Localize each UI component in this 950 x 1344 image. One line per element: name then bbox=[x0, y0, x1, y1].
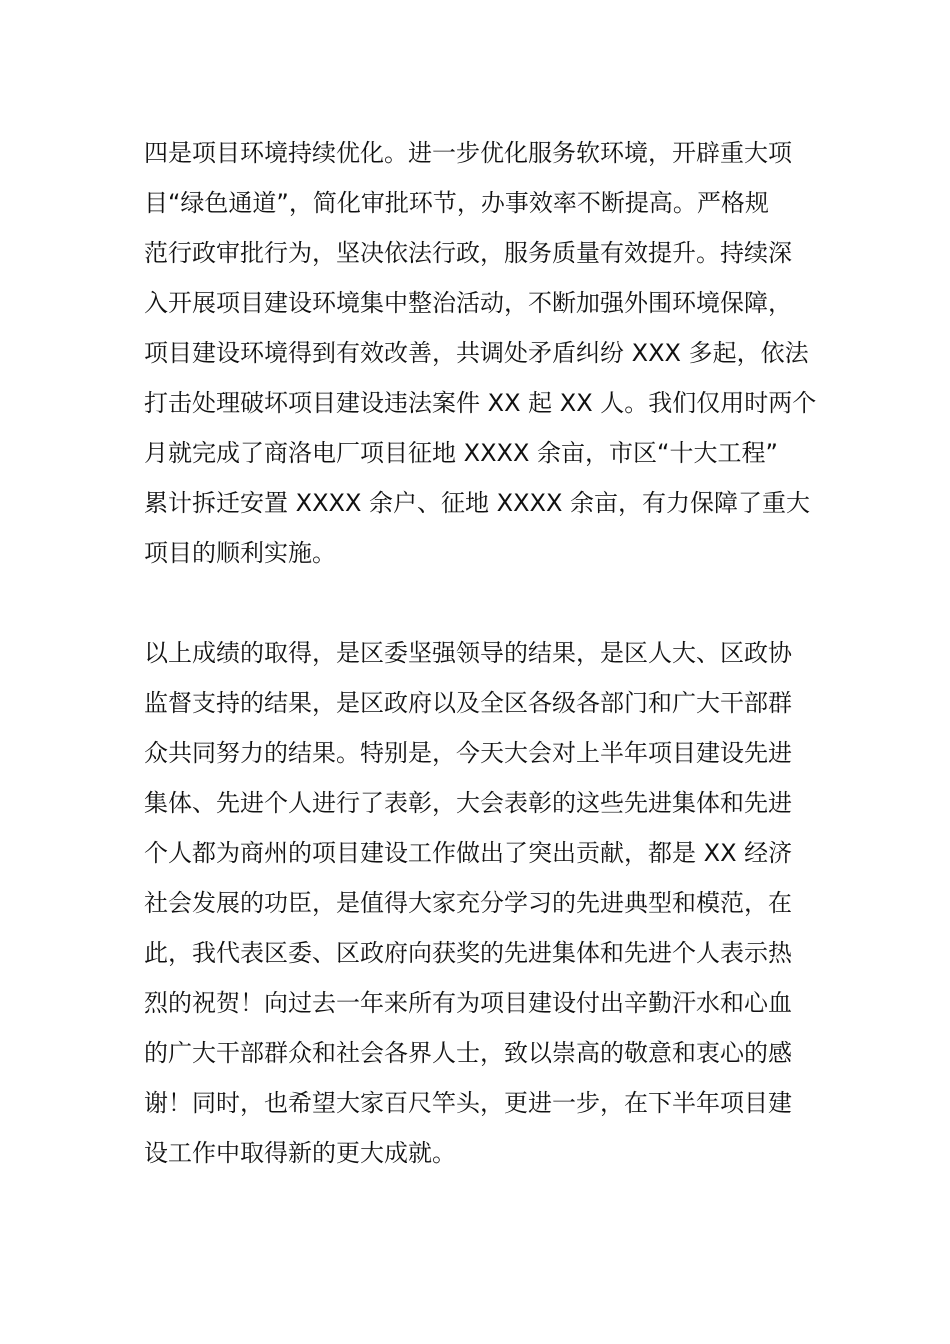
paragraph-project-environment bbox=[144, 128, 817, 578]
text-line: 打击处理破坏项目建设违法案件 XX 起 XX 人。我们仅用时两个 bbox=[144, 389, 817, 417]
text-line: 谢！同时，也希望大家百尺竿头，更进一步，在下半年项目建 bbox=[144, 1089, 792, 1117]
text-line: 众共同努力的结果。特别是，今天大会对上半年项目建设先进 bbox=[144, 739, 792, 767]
paragraph-achievements bbox=[144, 628, 808, 1178]
text-line: 设工作中取得新的更大成就。 bbox=[144, 1139, 456, 1167]
text-line: 累计拆迁安置 XXXX 余户、征地 XXXX 余亩，有力保障了重大 bbox=[144, 489, 811, 517]
text-line: 四是项目环境持续优化。进一步优化服务软环境，开辟重大项 bbox=[144, 139, 792, 167]
text-line: 项目建设环境得到有效改善，共调处矛盾纠纷 XXX 多起，依法 bbox=[144, 339, 809, 367]
text-line: 集体、先进个人进行了表彰，大会表彰的这些先进集体和先进 bbox=[144, 789, 792, 817]
text-line: 个人都为商州的项目建设工作做出了突出贡献，都是 XX 经济 bbox=[144, 839, 793, 867]
text-line: 烈的祝贺！向过去一年来所有为项目建设付出辛勤汗水和心血 bbox=[144, 989, 792, 1017]
text-line: 监督支持的结果，是区政府以及全区各级各部门和广大干部群 bbox=[144, 689, 792, 717]
text-line: 的广大干部群众和社会各界人士，致以崇高的敬意和衷心的感 bbox=[144, 1039, 792, 1067]
text-line: 以上成绩的取得，是区委坚强领导的结果，是区人大、区政协 bbox=[144, 639, 792, 667]
paragraph-spacer bbox=[144, 578, 808, 628]
text-line: 社会发展的功臣，是值得大家充分学习的先进典型和模范，在 bbox=[144, 889, 792, 917]
text-line: 项目的顺利实施。 bbox=[144, 539, 336, 567]
text-line: 月就完成了商洛电厂项目征地 XXXX 余亩，市区“十大工程” bbox=[144, 439, 778, 467]
text-line: 此，我代表区委、区政府向获奖的先进集体和先进个人表示热 bbox=[144, 939, 792, 967]
body-text bbox=[144, 128, 817, 1178]
text-line: 范行政审批行为，坚决依法行政，服务质量有效提升。持续深 bbox=[144, 239, 792, 267]
text-line: 入开展项目建设环境集中整治活动，不断加强外围环境保障， bbox=[144, 289, 792, 317]
text-line: 目“绿色通道”，简化审批环节，办事效率不断提高。严格规 bbox=[144, 189, 769, 217]
